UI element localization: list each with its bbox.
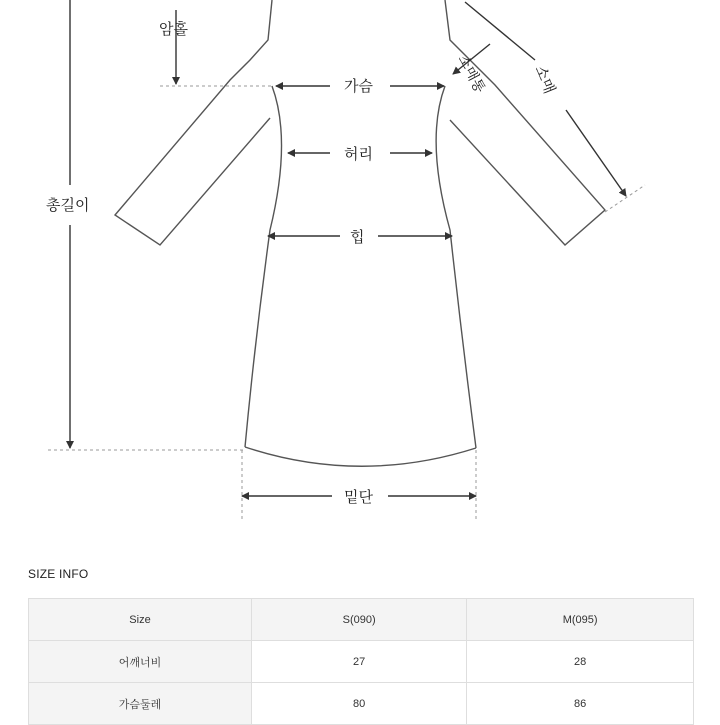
table-row: [29, 641, 694, 683]
label-total-length: 총길이: [46, 196, 90, 214]
table-header-row: [29, 599, 694, 641]
label-chest: 가슴: [344, 77, 373, 95]
label-waist: 허리: [344, 145, 373, 163]
table-row: [29, 683, 694, 725]
size-table: [28, 598, 694, 725]
size-info-title: SIZE INFO: [28, 567, 89, 581]
sleeve-arrow-top: [465, 2, 535, 60]
table-cell: 80: [252, 683, 467, 725]
table-cell: 27: [252, 641, 467, 683]
table-row-label: 가슴둘레: [29, 683, 252, 725]
label-hem: 밑단: [344, 488, 373, 506]
label-sleeve: 소매: [531, 62, 559, 97]
table-header-cell: M(095): [467, 599, 694, 641]
label-hip: 힙: [350, 228, 365, 246]
sleeve-arrow-bottom: [566, 110, 626, 196]
label-armhole: 암홀: [159, 20, 188, 38]
table-header-cell: S(090): [252, 599, 467, 641]
table-row-label: 어깨너비: [29, 641, 252, 683]
table-header-cell: Size: [29, 599, 252, 641]
table-cell: 86: [467, 683, 694, 725]
label-sleeve-width: 소매통: [454, 52, 488, 96]
table-cell: 28: [467, 641, 694, 683]
